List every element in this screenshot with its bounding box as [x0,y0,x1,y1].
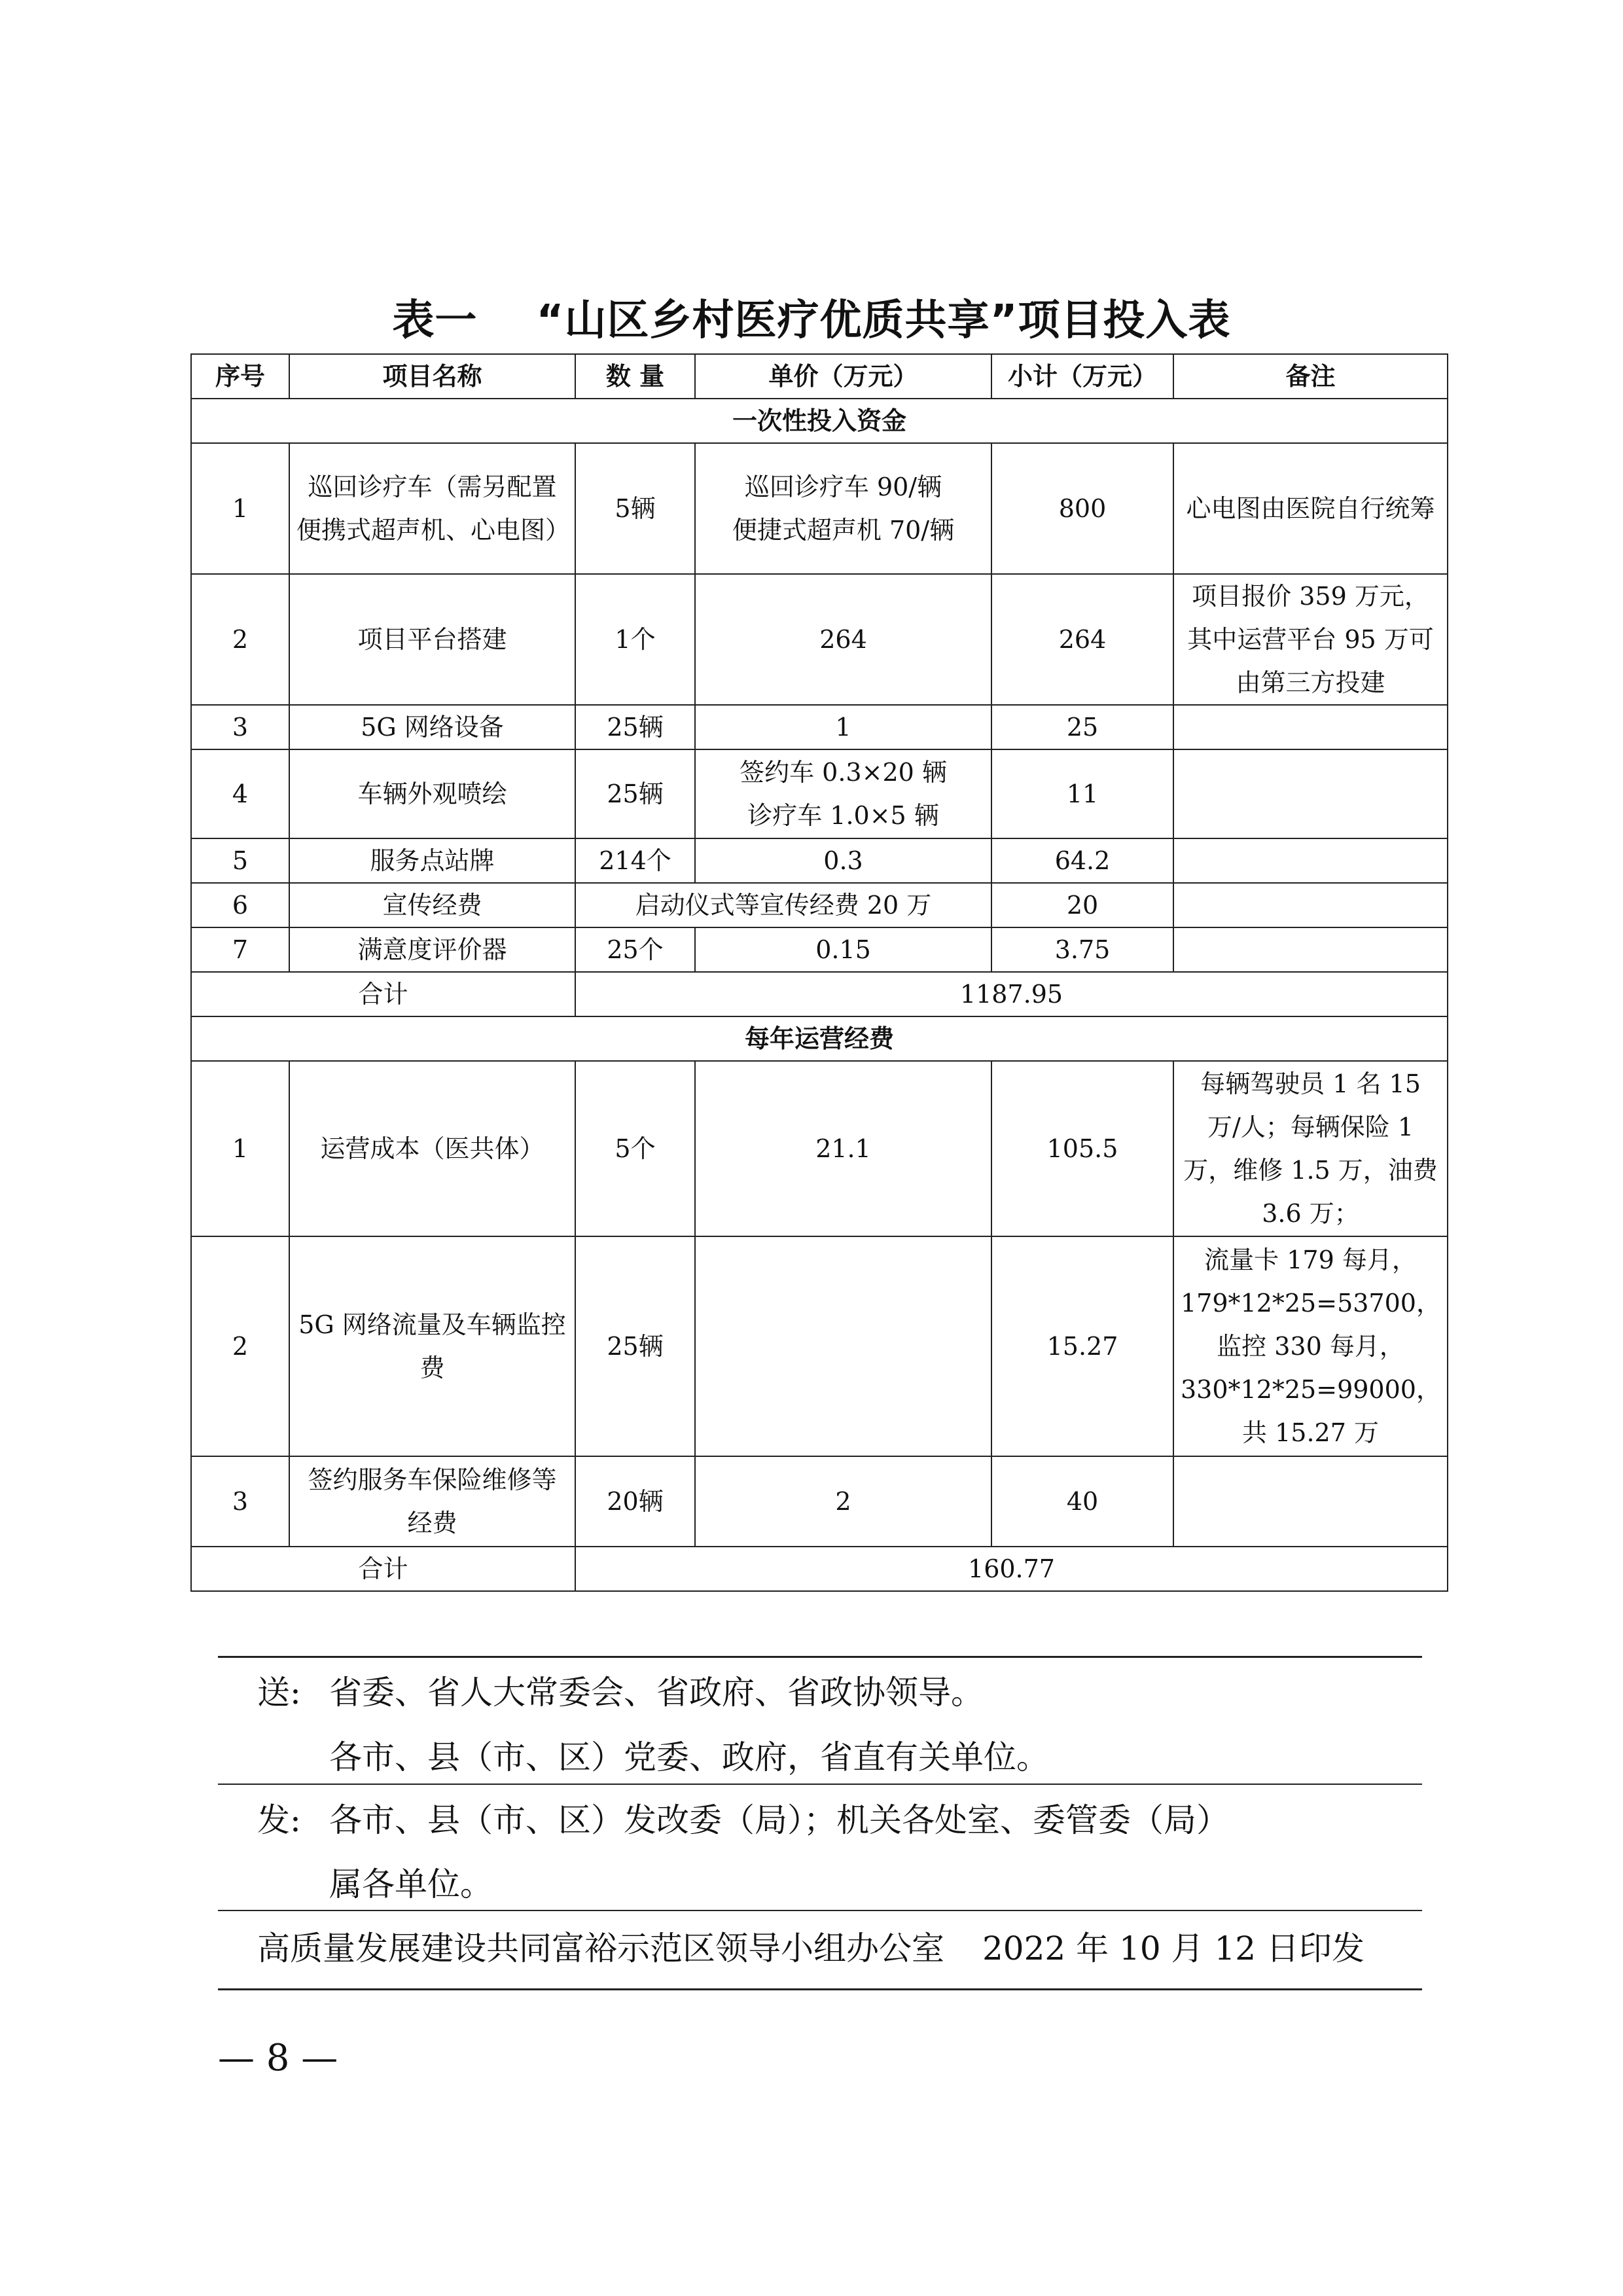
cell-subtotal: 64.2 [991,838,1173,883]
cell-no: 7 [191,927,289,972]
cell-subtotal: 40 [991,1456,1173,1547]
investment-table [190,353,1448,1592]
cell-price: 21.1 [695,1061,991,1236]
table-row [191,883,1448,927]
cell-subtotal: 25 [991,705,1173,749]
table-header-row [191,354,1448,399]
cell-note: 每辆驾驶员 1 名 15 万/人；每辆保险 1 万，维修 1.5 万，油费 3.6 万； [1173,1061,1448,1236]
table-row [191,1456,1448,1547]
cell-subtotal: 105.5 [991,1061,1173,1236]
total-value: 160.77 [575,1547,1448,1591]
cell-price: 0.3 [695,838,991,883]
distribution-office-rule [218,1910,1422,1911]
cell-subtotal: 264 [991,574,1173,705]
cell-qty: 1个 [575,574,695,705]
cell-qty: 20辆 [575,1456,695,1547]
section-label: 一次性投入资金 [191,399,1448,443]
cell-price: 巡回诊疗车 90/辆 便捷式超声机 70/辆 [695,443,991,574]
cell-subtotal: 15.27 [991,1236,1173,1456]
cell-note [1173,749,1448,838]
table-title-prefix: 表一 [392,296,478,345]
cell-qty: 25辆 [575,705,695,749]
header-subtotal: 小计（万元） [991,354,1173,399]
header-price: 单价（万元） [695,354,991,399]
table-row [191,749,1448,838]
cell-note [1173,883,1448,927]
cell-no: 6 [191,883,289,927]
cell-qty: 25辆 [575,1236,695,1456]
cell-name: 车辆外观喷绘 [289,749,575,838]
header-qty: 数 量 [575,354,695,399]
send-line-1: 省委、省人大常委会、省政府、省政协领导。 [329,1674,984,1712]
cell-name: 签约服务车保险维修等经费 [289,1456,575,1547]
table-title [0,295,1623,347]
cell-no: 3 [191,705,289,749]
cell-qty: 5个 [575,1061,695,1236]
cell-qty: 5辆 [575,443,695,574]
cell-name: 服务点站牌 [289,838,575,883]
table-row [191,705,1448,749]
cell-price [695,1236,991,1456]
total-label: 合计 [191,972,575,1016]
header-name: 项目名称 [289,354,575,399]
cell-qty: 214个 [575,838,695,883]
header-note: 备注 [1173,354,1448,399]
total-label: 合计 [191,1547,575,1591]
cell-name: 宣传经费 [289,883,575,927]
cell-qty: 25个 [575,927,695,972]
table-row [191,574,1448,705]
send-line-2: 各市、县（市、区）党委、政府，省直有关单位。 [329,1738,1049,1776]
cell-no: 5 [191,838,289,883]
cell-name: 5G 网络流量及车辆监控费 [289,1236,575,1456]
cell-name: 满意度评价器 [289,927,575,972]
cell-no: 3 [191,1456,289,1547]
header-no: 序号 [191,354,289,399]
issue-date: 2022 年 10 月 12 日印发 [982,1929,1364,1967]
table-row [191,1061,1448,1236]
cell-no: 2 [191,1236,289,1456]
section-row [191,1016,1448,1061]
cell-qty-price: 启动仪式等宣传经费 20 万 [575,883,991,927]
cell-subtotal: 11 [991,749,1173,838]
distribution-mid-rule [218,1784,1422,1785]
cell-note [1173,927,1448,972]
cell-name: 运营成本（医共体） [289,1061,575,1236]
cell-no: 2 [191,574,289,705]
distribution-bottom-rule [218,1988,1422,1990]
distribution-top-rule [218,1656,1422,1658]
cell-note: 流量卡 179 每月，179*12*25=53700，监控 330 每月，330*12*25=99000，共 15.27 万 [1173,1236,1448,1456]
cell-no: 4 [191,749,289,838]
cell-note [1173,1456,1448,1547]
table-row [191,838,1448,883]
send-label: 送: [257,1674,301,1712]
cell-price: 1 [695,705,991,749]
table-row [191,927,1448,972]
table-title-main: “山区乡村医疗优质共享”项目投入表 [536,296,1231,345]
cell-price: 签约车 0.3×20 辆 诊疗车 1.0×5 辆 [695,749,991,838]
cell-no: 1 [191,1061,289,1236]
cell-subtotal: 20 [991,883,1173,927]
cell-note [1173,838,1448,883]
cell-qty: 25辆 [575,749,695,838]
section-row [191,399,1448,443]
cell-no: 1 [191,443,289,574]
total-row [191,1547,1448,1591]
cell-price: 0.15 [695,927,991,972]
cell-name: 项目平台搭建 [289,574,575,705]
issue-line-2: 属各单位。 [329,1865,493,1903]
cell-price: 2 [695,1456,991,1547]
cell-price: 264 [695,574,991,705]
total-row [191,972,1448,1016]
issuing-office: 高质量发展建设共同富裕示范区领导小组办公室 [257,1929,944,1967]
issue-label: 发: [257,1801,301,1839]
page-number: — 8 — [218,2037,338,2079]
cell-subtotal: 800 [991,443,1173,574]
issue-line-1: 各市、县（市、区）发改委（局）；机关各处室、委管委（局） [329,1801,1229,1839]
cell-note: 项目报价 359 万元，其中运营平台 95 万可由第三方投建 [1173,574,1448,705]
cell-name: 5G 网络设备 [289,705,575,749]
cell-note [1173,705,1448,749]
section-label: 每年运营经费 [191,1016,1448,1061]
table-row [191,443,1448,574]
total-value: 1187.95 [575,972,1448,1016]
table-row [191,1236,1448,1456]
cell-name: 巡回诊疗车（需另配置便携式超声机、心电图） [289,443,575,574]
cell-subtotal: 3.75 [991,927,1173,972]
cell-note: 心电图由医院自行统筹 [1173,443,1448,574]
